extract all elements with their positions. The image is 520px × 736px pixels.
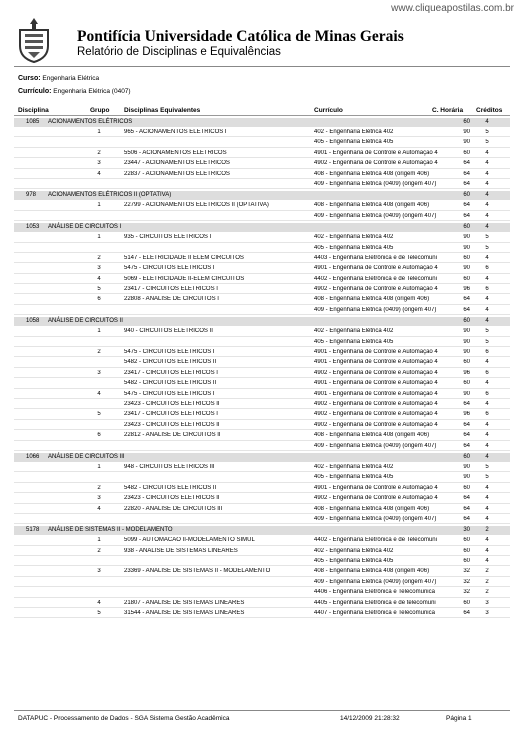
table-row <box>14 137 510 147</box>
equivalent-discipline: 31544 - ANÁLISE DE SISTEMAS LINEARES <box>124 610 245 617</box>
table-row <box>14 337 510 347</box>
group-number: 6 <box>97 296 101 303</box>
group-number: 6 <box>97 432 101 439</box>
credits: 5 <box>485 338 489 345</box>
curriculum: 4406 - Engenharia Eletrônica e Telecomunica <box>314 589 435 596</box>
course-value: Engenharia Elétrica <box>42 75 100 82</box>
discipline-name: ANÁLISE DE CIRCUITOS III <box>48 453 125 460</box>
curriculum: 408 - Engenharia Elétrica 408 (origem 406) <box>314 568 430 575</box>
table-row <box>14 430 510 440</box>
credits: 4 <box>485 547 489 554</box>
hours: 60 <box>463 599 470 606</box>
equivalent-discipline: 5099 - AUTOMACAO II-MODELAMENTO SIMUL <box>124 537 255 544</box>
discipline-code: 1066 <box>26 453 40 460</box>
curriculum: 409 - Engenharia Elétrica (0409) (origem 407) <box>314 180 437 187</box>
discipline-name: ANÁLISE DE CIRCUITOS I <box>48 224 122 231</box>
credits: 4 <box>485 537 489 544</box>
group-number: 4 <box>97 505 101 512</box>
credits: 5 <box>485 244 489 251</box>
table-row <box>14 514 510 524</box>
equivalent-discipline: 21807 - ANÁLISE DE SISTEMAS LINEARES <box>124 599 245 606</box>
hours: 32 <box>463 568 470 575</box>
credits: 6 <box>485 369 489 376</box>
watermark-text: www.cliqueapostilas.com.br <box>391 3 514 14</box>
table-row <box>14 284 510 294</box>
credits: 4 <box>485 505 489 512</box>
footer-page: Página 1 <box>446 715 472 722</box>
equivalent-discipline: 22808 - ANÁLISE DE CIRCUITOS I <box>124 296 219 303</box>
hours: 90 <box>463 265 470 272</box>
table-row <box>14 587 510 597</box>
group-number: 2 <box>97 484 101 491</box>
table-row <box>14 399 510 409</box>
curriculum: 402 - Engenharia Elétrica 402 <box>314 547 394 554</box>
hours: 90 <box>463 244 470 251</box>
equivalent-discipline: 948 - CIRCUITOS ELÉTRICOS III <box>124 463 215 470</box>
credits: 4 <box>485 275 489 282</box>
equivalent-discipline: 22812 - ANÁLISE DE CIRCUITOS II <box>124 432 221 439</box>
equivalent-discipline: 22837 - ACIONAMENTOS ELÉTRICOS <box>124 170 230 177</box>
table-row <box>14 409 510 419</box>
credits: 4 <box>485 306 489 313</box>
equivalent-discipline: 5482 - CIRCUITOS ELÉTRICOS II <box>124 359 217 366</box>
discipline-credits: 4 <box>485 119 489 125</box>
hours: 64 <box>463 495 470 502</box>
equivalent-discipline: 23369 - ANALISE DE SISTEMAS II - MODELAMENTO <box>124 568 271 575</box>
col-grupo: Grupo <box>90 107 110 114</box>
table-row <box>14 169 510 179</box>
credits: 3 <box>485 599 489 606</box>
group-number: 4 <box>97 170 101 177</box>
table-row <box>14 274 510 284</box>
hours: 96 <box>463 411 470 418</box>
discipline-hours: 60 <box>463 119 470 125</box>
hours: 90 <box>463 234 470 241</box>
hours: 64 <box>463 212 470 219</box>
hours: 64 <box>463 180 470 187</box>
curriculum: 402 - Engenharia Elétrica 402 <box>314 463 394 470</box>
discipline-credits: 4 <box>485 453 489 460</box>
table-row <box>14 598 510 608</box>
discipline-group-header <box>14 191 510 200</box>
col-horaria: C. Horária <box>432 107 464 114</box>
university-crest-icon <box>14 16 54 64</box>
equivalent-discipline: 23423 - CIRCUITOS ELÉTRICOS II <box>124 495 220 502</box>
curriculum: 4402 - Engenharia Eletrônica e de Telecomuni <box>314 537 437 544</box>
curriculum: 409 - Engenharia Elétrica (0409) (origem 407) <box>314 212 437 219</box>
table-row <box>14 243 510 253</box>
university-name: Pontifícia Universidade Católica de Minas Gerais <box>77 28 404 45</box>
credits: 4 <box>485 254 489 261</box>
curriculum: 4902 - Engenharia de Controle e Automação 4 <box>314 369 438 376</box>
hours: 32 <box>463 578 470 585</box>
curriculum-value: Engenharia Elétrica (0407) <box>53 88 131 95</box>
table-row <box>14 326 510 336</box>
credits: 6 <box>485 265 489 272</box>
report-header <box>14 12 510 64</box>
table-row <box>14 158 510 168</box>
credits: 4 <box>485 202 489 209</box>
credits: 5 <box>485 474 489 481</box>
hours: 90 <box>463 328 470 335</box>
table-row <box>14 368 510 378</box>
curriculum: 4901 - Engenharia de Controle e Automação 4 <box>314 484 438 491</box>
discipline-credits: 4 <box>485 192 489 199</box>
credits: 2 <box>485 589 489 596</box>
group-number: 5 <box>97 286 101 293</box>
group-number: 2 <box>97 149 101 156</box>
footer-datetime: 14/12/2009 21:28:32 <box>340 715 400 722</box>
equivalent-discipline: 938 - ANÁLISE DE SISTEMAS LINEARES <box>124 547 238 554</box>
credits: 5 <box>485 234 489 241</box>
credits: 4 <box>485 212 489 219</box>
credits: 4 <box>485 160 489 167</box>
group-number: 2 <box>97 254 101 261</box>
table-header <box>14 103 510 116</box>
table-row <box>14 179 510 189</box>
group-number: 3 <box>97 160 101 167</box>
curriculum: 408 - Engenharia Elétrica 408 (origem 406) <box>314 505 430 512</box>
group-number: 3 <box>97 568 101 575</box>
discipline-code: 1053 <box>26 224 40 231</box>
group-number: 5 <box>97 610 101 617</box>
equivalence-table <box>14 103 510 618</box>
curriculum: 405 - Engenharia Elétrica 405 <box>314 338 394 345</box>
credits: 4 <box>485 400 489 407</box>
equivalent-discipline: 940 - CIRCUITOS ELÉTRICOS II <box>124 328 213 335</box>
course-info <box>18 75 99 82</box>
equivalent-discipline: 22820 - ANÁLISE DE CIRCUITOS III <box>124 505 223 512</box>
col-disciplina: Disciplina <box>18 107 49 114</box>
hours: 64 <box>463 505 470 512</box>
discipline-credits: 2 <box>485 527 489 534</box>
curriculum: 4405 - Engenharia Eletrônica e de telecomuni <box>314 599 436 606</box>
credits: 4 <box>485 170 489 177</box>
curriculum-info <box>18 88 131 95</box>
credits: 4 <box>485 432 489 439</box>
table-row <box>14 378 510 388</box>
table-row <box>14 127 510 137</box>
curriculum: 4902 - Engenharia de Controle e Automação 4 <box>314 160 438 167</box>
footer-divider <box>14 710 510 711</box>
curriculum: 409 - Engenharia Elétrica (0409) (origem 407) <box>314 515 437 522</box>
hours: 96 <box>463 286 470 293</box>
curriculum: 4901 - Engenharia de Controle e Automação 4 <box>314 349 438 356</box>
group-number: 1 <box>97 537 101 544</box>
credits: 5 <box>485 328 489 335</box>
curriculum: 4901 - Engenharia de Controle e Automação 4 <box>314 380 438 387</box>
discipline-name: ACIONAMENTOS ELÉTRICOS <box>48 119 133 125</box>
curriculum: 4407 - Engenharia Eletrônica e Telecomunica <box>314 610 435 617</box>
table-row <box>14 263 510 273</box>
table-row <box>14 420 510 430</box>
curriculum: 4901 - Engenharia de Controle e Automação 4 <box>314 359 438 366</box>
table-row <box>14 608 510 618</box>
hours: 60 <box>463 558 470 565</box>
discipline-name: ANÁLISE DE CIRCUITOS II <box>48 318 123 325</box>
hours: 64 <box>463 610 470 617</box>
hours: 64 <box>463 306 470 313</box>
credits: 6 <box>485 390 489 397</box>
hours: 60 <box>463 359 470 366</box>
table-row <box>14 253 510 263</box>
equivalent-discipline: 23417 - CIRCUITOS ELÉTRICOS I <box>124 369 218 376</box>
curriculum: 4902 - Engenharia de Controle e Automação 4 <box>314 286 438 293</box>
hours: 90 <box>463 338 470 345</box>
equivalent-discipline: 23423 - CIRCUITOS ELÉTRICOS II <box>124 421 220 428</box>
equivalent-discipline: 23417 - CIRCUITOS ELÉTRICOS I <box>124 411 218 418</box>
table-row <box>14 232 510 242</box>
table-row <box>14 493 510 503</box>
col-equivalentes: Disciplinas Equivalentes <box>124 107 201 114</box>
table-row <box>14 546 510 556</box>
credits: 5 <box>485 139 489 146</box>
equivalent-discipline: 965 - ACIONAMENTOS ELÉTRICOS I <box>124 129 227 135</box>
group-number: 1 <box>97 463 101 470</box>
curriculum: 408 - Engenharia Elétrica 408 (origem 406) <box>314 432 430 439</box>
hours: 60 <box>463 537 470 544</box>
hours: 60 <box>463 254 470 261</box>
discipline-hours: 60 <box>463 224 470 231</box>
curriculum: 409 - Engenharia Elétrica (0409) (origem 407) <box>314 306 437 313</box>
table-row <box>14 211 510 221</box>
hours: 64 <box>463 202 470 209</box>
table-row <box>14 535 510 545</box>
credits: 5 <box>485 129 489 135</box>
discipline-code: 5178 <box>26 527 40 534</box>
curriculum: 408 - Engenharia Elétrica 408 (origem 406) <box>314 202 430 209</box>
table-row <box>14 357 510 367</box>
course-label: Curso: <box>18 75 41 82</box>
hours: 60 <box>463 275 470 282</box>
table-row <box>14 389 510 399</box>
discipline-name: ANÁLISE DE SISTEMAS II - MODELAMENTO <box>48 527 173 534</box>
discipline-group-header <box>14 317 510 326</box>
hours: 64 <box>463 296 470 303</box>
equivalent-discipline: 5475 - CIRCUITOS ELÉTRICOS I <box>124 390 215 397</box>
hours: 64 <box>463 400 470 407</box>
hours: 60 <box>463 484 470 491</box>
table-row <box>14 556 510 566</box>
hours: 32 <box>463 589 470 596</box>
credits: 4 <box>485 515 489 522</box>
group-number: 4 <box>97 390 101 397</box>
col-curriculo: Currículo <box>314 107 343 114</box>
credits: 4 <box>485 180 489 187</box>
credits: 2 <box>485 578 489 585</box>
discipline-hours: 30 <box>463 527 470 534</box>
equivalent-discipline: 5482 - CIRCUITOS ELÉTRICOS II <box>124 380 217 387</box>
credits: 4 <box>485 442 489 449</box>
discipline-group-header <box>14 223 510 232</box>
equivalent-discipline: 5147 - ELETRICIDADE II ELEM CIRCUITOS <box>124 254 244 261</box>
credits: 4 <box>485 380 489 387</box>
curriculum: 4902 - Engenharia de Controle e Automação 4 <box>314 400 438 407</box>
hours: 90 <box>463 139 470 146</box>
discipline-hours: 60 <box>463 318 470 325</box>
header-divider <box>14 66 510 67</box>
table-row <box>14 577 510 587</box>
report-title: Relatório de Disciplinas e Equivalências <box>77 46 281 58</box>
credits: 4 <box>485 495 489 502</box>
discipline-group-header <box>14 453 510 462</box>
hours: 90 <box>463 463 470 470</box>
table-row <box>14 472 510 482</box>
equivalent-discipline: 935 - CIRCUITOS ELÉTRICOS I <box>124 234 212 241</box>
curriculum-label: Currículo: <box>18 88 52 95</box>
equivalent-discipline: 23423 - CIRCUITOS ELÉTRICOS II <box>124 400 220 407</box>
hours: 64 <box>463 160 470 167</box>
curriculum: 408 - Engenharia Elétrica 408 (origem 406) <box>314 296 430 303</box>
discipline-credits: 4 <box>485 224 489 231</box>
table-row <box>14 462 510 472</box>
group-number: 1 <box>97 202 101 209</box>
table-row <box>14 504 510 514</box>
curriculum: 4902 - Engenharia de Controle e Automação 4 <box>314 411 438 418</box>
credits: 3 <box>485 610 489 617</box>
curriculum: 408 - Engenharia Elétrica 408 (origem 406) <box>314 170 430 177</box>
credits: 4 <box>485 421 489 428</box>
credits: 4 <box>485 484 489 491</box>
equivalent-discipline: 5506 - ACIONAMENTOS ELÉTRICOS <box>124 149 227 156</box>
discipline-code: 1058 <box>26 318 40 325</box>
table-row <box>14 347 510 357</box>
group-number: 5 <box>97 411 101 418</box>
group-number: 4 <box>97 275 101 282</box>
group-number: 2 <box>97 547 101 554</box>
group-number: 4 <box>97 599 101 606</box>
equivalent-discipline: 22799 - ACIONAMENTOS ELÉTRICOS II (OPTATIVA) <box>124 202 269 209</box>
group-number: 3 <box>97 495 101 502</box>
discipline-group-header <box>14 118 510 127</box>
curriculum: 405 - Engenharia Elétrica 405 <box>314 244 394 251</box>
hours: 96 <box>463 369 470 376</box>
hours: 90 <box>463 129 470 135</box>
footer-system: DATAPUC - Processamento de Dados - SGA Sistema Gestão Acadêmica <box>18 715 230 722</box>
curriculum: 4402 - Engenharia Eletrônica e de Telecomuni <box>314 275 437 282</box>
discipline-credits: 4 <box>485 318 489 325</box>
hours: 90 <box>463 390 470 397</box>
group-number: 1 <box>97 129 101 135</box>
hours: 90 <box>463 349 470 356</box>
curriculum: 409 - Engenharia Elétrica (0409) (origem 407) <box>314 578 437 585</box>
hours: 60 <box>463 380 470 387</box>
hours: 90 <box>463 474 470 481</box>
discipline-code: 1085 <box>26 119 40 125</box>
hours: 64 <box>463 515 470 522</box>
table-row <box>14 441 510 451</box>
table-row <box>14 148 510 158</box>
credits: 4 <box>485 558 489 565</box>
discipline-hours: 60 <box>463 192 470 199</box>
curriculum: 4901 - Engenharia de Controle e Automação 4 <box>314 390 438 397</box>
group-number: 1 <box>97 234 101 241</box>
equivalent-discipline: 5069 - ELETRICIDADE II-ELEM CIRCUITOS <box>124 275 245 282</box>
hours: 64 <box>463 170 470 177</box>
group-number: 2 <box>97 349 101 356</box>
curriculum: 405 - Engenharia Elétrica 405 <box>314 139 394 146</box>
discipline-hours: 60 <box>463 453 470 460</box>
credits: 2 <box>485 568 489 575</box>
curriculum: 4901 - Engenharia de Controle e Automação 4 <box>314 265 438 272</box>
group-number: 3 <box>97 369 101 376</box>
curriculum: 402 - Engenharia Elétrica 402 <box>314 328 394 335</box>
table-row <box>14 566 510 576</box>
curriculum: 402 - Engenharia Elétrica 402 <box>314 234 394 241</box>
hours: 64 <box>463 421 470 428</box>
hours: 64 <box>463 432 470 439</box>
curriculum: 4901 - Engenharia de Controle e Automação 4 <box>314 149 438 156</box>
hours: 64 <box>463 442 470 449</box>
table-row <box>14 305 510 315</box>
credits: 5 <box>485 463 489 470</box>
group-number: 3 <box>97 265 101 272</box>
credits: 4 <box>485 296 489 303</box>
curriculum: 409 - Engenharia Elétrica (0409) (origem 407) <box>314 442 437 449</box>
credits: 6 <box>485 411 489 418</box>
equivalent-discipline: 5475 - CIRCUITOS ELÉTRICOS I <box>124 265 215 272</box>
curriculum: 4902 - Engenharia de Controle e Automação 4 <box>314 421 438 428</box>
curriculum: 4902 - Engenharia de Controle e Automação 4 <box>314 495 438 502</box>
equivalent-discipline: 23447 - ACIONAMENTOS ELÉTRICOS <box>124 160 230 167</box>
hours: 60 <box>463 547 470 554</box>
equivalent-discipline: 23417 - CIRCUITOS ELÉTRICOS I <box>124 286 218 293</box>
group-number: 1 <box>97 328 101 335</box>
curriculum: 405 - Engenharia Elétrica 405 <box>314 474 394 481</box>
table-body <box>14 118 510 618</box>
discipline-group-header <box>14 526 510 535</box>
equivalent-discipline: 5482 - CIRCUITOS ELÉTRICOS II <box>124 484 217 491</box>
curriculum: 4403 - Engenharia Eletrônica e de Telecomuni <box>314 254 437 261</box>
credits: 4 <box>485 359 489 366</box>
table-row <box>14 200 510 210</box>
table-row <box>14 294 510 304</box>
credits: 6 <box>485 349 489 356</box>
equivalent-discipline: 5475 - CIRCUITOS ELÉTRICOS I <box>124 349 215 356</box>
discipline-code: 978 <box>26 192 37 199</box>
credits: 6 <box>485 286 489 293</box>
col-creditos: Créditos <box>476 107 503 114</box>
credits: 4 <box>485 149 489 156</box>
curriculum: 402 - Engenharia Elétrica 402 <box>314 129 394 135</box>
curriculum: 405 - Engenharia Elétrica 405 <box>314 558 394 565</box>
hours: 60 <box>463 149 470 156</box>
table-row <box>14 483 510 493</box>
discipline-name: ACIONAMENTOS ELÉTRICOS II (OPTATIVA) <box>48 192 172 199</box>
